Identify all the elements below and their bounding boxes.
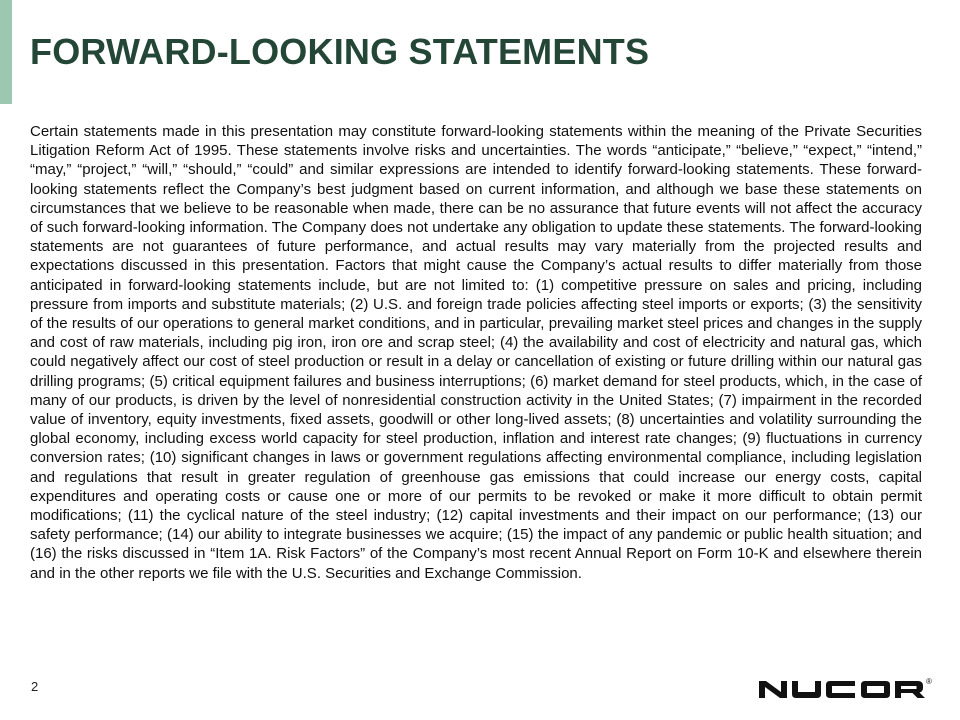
nucor-logo [758,676,934,700]
registered-mark: ® [926,677,932,686]
disclaimer-paragraph: Certain statements made in this presentation may constitute forward-looking statements within the meaning of the Private Securities Litigation Reform Act of 1995. These statements involve risks and uncertainties. The words “anticipate,” “believe,” “expect,” “intend,” “may,” “project,” “will,” “should,” “could” and similar expressions are intended to identify forward-looking statements. These forward-looking statements reflect the Company’s best judgment based on current information, and although we base these statements on circumstances that we believe to be reasonable when made, there can be no assurance that future events will not affect the accuracy of such forward-looking information. The Company does not undertake any obligation to update these statements. The forward-looking statements are not guarantees of future performance, and actual results may vary materially from the projected results and expectations discussed in this presentation. Factors that might cause the Company’s actual results to differ materially from those anticipated in forward-looking statements include, but are not limited to: (1) competitive pressure on sales and pricing, including pressure from imports and substitute materials; (2) U.S. and foreign trade policies affecting steel imports or exports; (3) the sensitivity of the results of our operations to general market conditions, and in particular, prevailing market steel prices and changes in the supply and cost of raw materials, including pig iron, iron ore and scrap steel; (4) the availability and cost of electricity and natural gas, which could negatively affect our cost of steel production or result in a delay or cancellation of existing or future drilling within our natural gas drilling programs; (5) critical equipment failures and business interruptions; (6) market demand for steel products, which, in the case of many of our products, is driven by the level of nonresidential construction activity in the United States; (7) impairment in the recorded value of inventory, equity investments, fixed assets, goodwill or other long-lived assets; (8) uncertainties and volatility surrounding the global economy, including excess world capacity for steel production, inflation and interest rate changes; (9) fluctuations in currency conversion rates; (10) significant changes in laws or government regulations affecting environmental compliance, including legislation and regulations that result in greater regulation of greenhouse gas emissions that could increase our energy costs, capital expenditures and operating costs or cause one or more of our permits to be revoked or make it more difficult to obtain permit modifications; (11) the cyclical nature of the steel industry; (12) capital investments and their impact on our performance; (13) our safety performance; (14) our ability to integrate businesses we acquire; (15) the impact of any pandemic or public health situation; and (16) the risks discussed in “Item 1A. Risk Factors” of the Company’s most recent Annual Report on Form 10-K and elsewhere therein and in the other reports we file with the U.S. Securities and Exchange Commission. [30,123,922,582]
accent-bar [0,0,12,104]
page-number: 2 [31,679,39,694]
page-title: FORWARD-LOOKING STATEMENTS [30,31,650,72]
